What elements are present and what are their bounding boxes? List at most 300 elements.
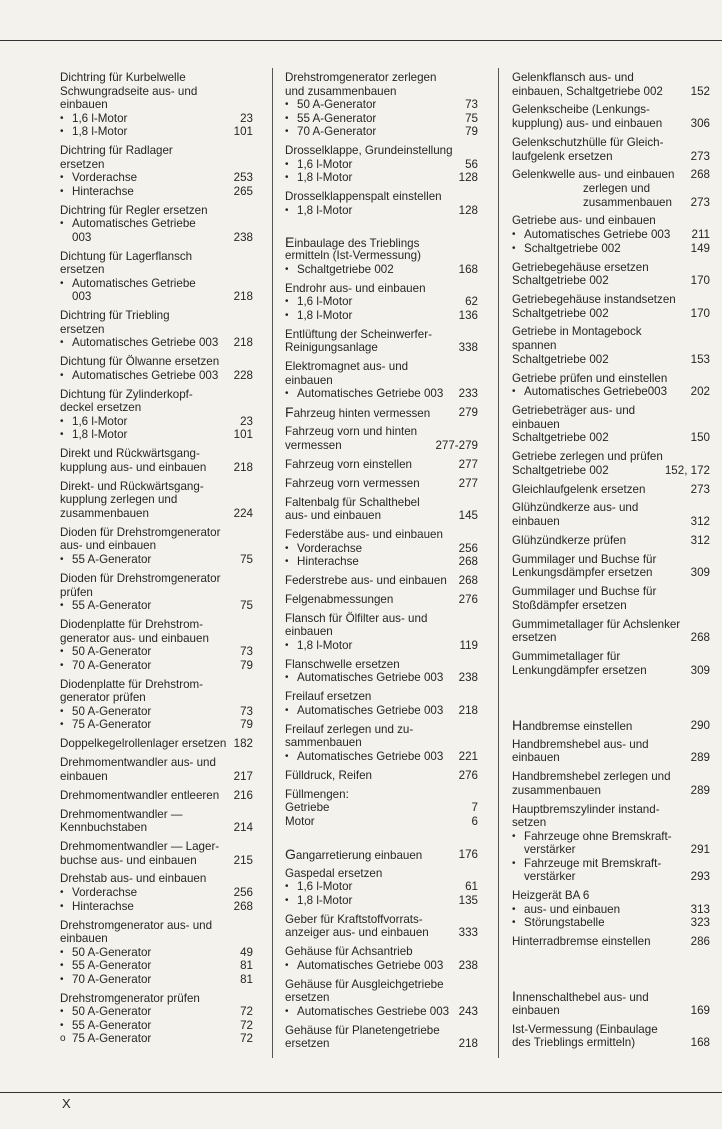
page-reference: 81: [240, 972, 253, 986]
entry-text: 55 A-Generator: [72, 599, 152, 613]
index-line: [512, 182, 710, 196]
index-subentry: [60, 428, 253, 442]
entry-text: 50 A-Generator: [297, 98, 377, 112]
index-subentry: [60, 415, 253, 429]
page-reference: 273: [690, 149, 710, 163]
index-line: [512, 870, 710, 884]
entry-text: Automatisches Getriebe003: [524, 385, 668, 399]
index-line: [285, 723, 478, 737]
index-entry: [512, 618, 710, 645]
index-line: [512, 85, 710, 99]
entry-text: Automatisches Getriebe 003: [72, 336, 219, 350]
page-reference: 333: [458, 926, 478, 940]
entry-text: Getriebe: [285, 801, 330, 815]
index-subentry: [60, 946, 253, 960]
index-line: [512, 534, 710, 548]
entry-text: 1,6 l-Motor: [297, 880, 353, 894]
page-reference: 306: [690, 117, 710, 131]
entry-text: Automatisches Gestriebe 003: [297, 1004, 450, 1018]
index-line: [285, 788, 478, 802]
index-column-3: [512, 71, 710, 1050]
bullet-icon: •: [285, 542, 289, 554]
entry-title: [285, 406, 430, 421]
entry-text: Schwungradseite aus- und: [60, 84, 198, 98]
entry-text: Freilauf ersetzen: [285, 690, 372, 704]
entry-text: 1,6 l-Motor: [297, 157, 353, 171]
index-line: [285, 1037, 478, 1051]
index-subentry: [285, 542, 478, 556]
index-line: [60, 290, 253, 304]
index-line: [60, 992, 253, 1006]
entry-text: ersetzen: [285, 1037, 330, 1051]
page-reference: 277: [458, 476, 478, 490]
index-line: [285, 574, 478, 588]
index-subentry: [285, 263, 478, 277]
page-reference: 289: [690, 751, 710, 765]
index-line: [285, 845, 478, 862]
index-entry: [60, 872, 253, 913]
index-line: [60, 840, 253, 854]
index-entry: [512, 483, 710, 497]
page-reference: 268: [458, 555, 478, 569]
bullet-icon: •: [285, 640, 289, 651]
index-entry: [285, 190, 478, 217]
index-subentry: [60, 659, 253, 673]
entry-text: Doppelkegelrollenlager ersetzen: [60, 737, 227, 751]
entry-text: Hinterachse: [72, 184, 134, 198]
entry-text: Dichtung für Zylinderkopf-: [60, 387, 193, 401]
index-line: [512, 618, 710, 632]
index-subentry: [285, 171, 478, 185]
page-reference: 268: [690, 168, 710, 182]
page-reference: 168: [690, 1036, 710, 1050]
entry-text: buchse aus- und einbauen: [60, 853, 197, 867]
index-entry: [285, 658, 478, 685]
bullet-icon: •: [285, 112, 289, 124]
index-line: [512, 1036, 710, 1050]
index-line: [512, 418, 710, 432]
entry-text: Getriebeträger aus- und: [512, 404, 636, 417]
page-reference: 101: [233, 125, 253, 139]
index-entry: [60, 144, 253, 198]
entry-text: spannen: [512, 339, 557, 353]
page-reference: 72: [240, 1005, 253, 1019]
entry-text: 1,8 l-Motor: [297, 639, 353, 652]
page-reference: 323: [690, 916, 710, 930]
page-reference: 211: [691, 228, 710, 242]
index-line: [60, 618, 253, 632]
page-reference: 268: [233, 899, 253, 913]
index-line: [60, 539, 253, 553]
entry-text: Freilauf zerlegen und zu-: [285, 722, 414, 736]
page-reference: 256: [233, 886, 253, 900]
bullet-icon: •: [285, 263, 289, 275]
entry-text: Gehäuse für Achsantrieb: [285, 945, 413, 959]
entry-text: Motor: [285, 814, 315, 828]
entry-text: aus- und einbauen: [60, 539, 157, 553]
index-line: [512, 515, 710, 529]
index-line: [285, 360, 478, 374]
index-entry: [512, 501, 710, 528]
page-reference: 128: [458, 171, 478, 185]
index-entry: [512, 168, 710, 209]
page-reference: 233: [458, 387, 478, 401]
page-reference: 291: [690, 843, 710, 857]
index-entry: [285, 71, 478, 139]
page-reference: 253: [233, 171, 253, 185]
page-reference: 217: [233, 769, 253, 783]
index-line: [285, 496, 478, 510]
index-entry: [285, 458, 478, 472]
entry-text: 50 A-Generator: [72, 645, 152, 659]
entry-text: Fülldruck, Reifen: [285, 768, 372, 782]
page-reference: 228: [233, 368, 253, 382]
index-line: [60, 919, 253, 933]
section-initial-letter: G: [285, 845, 296, 862]
index-line: [512, 214, 710, 228]
index-entry: [60, 919, 253, 987]
index-line: [512, 1004, 710, 1018]
entry-text: Glühzündkerze prüfen: [512, 533, 627, 547]
index-line: [60, 388, 253, 402]
bullet-icon: •: [60, 218, 64, 230]
index-entry: [285, 144, 478, 185]
page-reference: 6: [471, 814, 478, 828]
entry-text: 55 A-Generator: [297, 111, 377, 125]
page-reference: 23: [240, 111, 253, 125]
page-reference: 313: [690, 902, 710, 916]
index-line: [512, 501, 710, 515]
index-entry: [285, 769, 478, 783]
entry-text: generator prüfen: [60, 691, 146, 705]
entry-text: Endrohr aus- und einbauen: [285, 281, 426, 295]
entry-text: zusammenbauen: [60, 506, 149, 520]
index-line: [285, 71, 478, 85]
page-reference: 176: [458, 847, 478, 861]
page-reference: 238: [233, 230, 253, 244]
entry-text: Gelenkscheibe (Lenkungs-: [512, 103, 650, 117]
page-reference: 72: [240, 1018, 253, 1032]
page-reference: 23: [240, 414, 253, 428]
index-entry: [60, 480, 253, 521]
index-entry: [60, 526, 253, 567]
page-reference: 238: [458, 671, 478, 685]
page-reference: 256: [458, 541, 478, 555]
index-subentry: [285, 158, 478, 172]
bullet-icon: •: [60, 112, 64, 124]
index-line: [60, 204, 253, 218]
bullet-icon: •: [60, 719, 64, 731]
index-line: [285, 509, 478, 523]
index-entry: [512, 450, 710, 477]
entry-text: Flansch für Ölfilter aus- und: [285, 611, 428, 625]
entry-text: Gummilager und Buchse für: [512, 585, 657, 599]
bullet-icon: •: [60, 415, 64, 427]
section-initial-letter: I: [512, 988, 516, 1005]
page-reference: 72: [240, 1032, 253, 1046]
index-entry: [285, 406, 478, 420]
entry-text: 003: [72, 230, 92, 244]
index-entry: [512, 534, 710, 548]
bullet-icon: •: [512, 857, 516, 869]
entry-text: einbauen: [60, 98, 108, 112]
index-entry: [285, 233, 478, 277]
index-line: [60, 586, 253, 600]
index-subentry: [60, 599, 253, 613]
bullet-icon: •: [512, 386, 516, 398]
index-line: [285, 867, 478, 881]
entry-text: Drehmomentwandler — Lager-: [60, 839, 220, 853]
entry-text: Dichtung für Ölwanne ersetzen: [60, 355, 220, 369]
entry-text: Dichtring für Regler ersetzen: [60, 203, 208, 217]
index-subentry: [285, 125, 478, 139]
index-entry: [285, 528, 478, 569]
index-entry: [285, 360, 478, 401]
index-entry: [285, 593, 478, 607]
index-line: [512, 71, 710, 85]
bullet-icon: •: [60, 126, 64, 138]
entry-text: Entlüftung der Scheinwerfer-: [285, 327, 432, 341]
entry-text: Automatisches Getriebe: [72, 276, 196, 290]
top-rule: [0, 40, 722, 41]
index-line: [285, 477, 478, 491]
index-line: [285, 341, 478, 355]
index-subentry: [285, 555, 478, 569]
entry-text: Automatisches Getriebe 003: [72, 368, 219, 382]
entry-text: Diodenplatte für Drehstrom-: [60, 677, 204, 691]
entry-title: [512, 716, 633, 734]
index-line: [60, 678, 253, 692]
index-subentry: [285, 750, 478, 764]
entry-text: Vorderachse: [72, 171, 138, 185]
page-reference: 293: [690, 870, 710, 884]
entry-text: Getriebe in Montagebock: [512, 325, 642, 339]
entry-text: 003: [72, 290, 92, 304]
entry-text: nnenschalthebel aus- und: [515, 991, 649, 1005]
page-reference: 312: [690, 533, 710, 547]
page-reference: 214: [233, 821, 253, 835]
page-reference: 73: [465, 98, 478, 112]
page-reference: 218: [458, 703, 478, 717]
entry-text: Automatisches Getriebe 003: [297, 387, 444, 401]
entry-text: Drehmomentwandler entleeren: [60, 788, 220, 802]
entry-title: [512, 990, 649, 1005]
index-entry: [512, 716, 710, 733]
bullet-icon: •: [60, 1019, 64, 1031]
index-line: [285, 736, 478, 750]
index-entry: [512, 738, 710, 765]
index-entry: [285, 328, 478, 355]
page-reference: 221: [458, 750, 478, 763]
index-line: [285, 458, 478, 472]
index-subentry: [512, 916, 710, 930]
entry-text: 55 A-Generator: [72, 959, 152, 973]
bullet-icon: •: [285, 1005, 289, 1017]
entry-text: Getriebegehäuse instandsetzen: [512, 293, 676, 306]
entry-text: einbauen: [512, 751, 560, 765]
bullet-icon: •: [512, 903, 516, 915]
index-entry: [285, 723, 478, 764]
index-column-1: [60, 71, 253, 1046]
index-subentry: [285, 639, 478, 653]
entry-text: Schaltgetriebe 002: [512, 274, 609, 288]
page-reference: 279: [458, 406, 478, 420]
entry-text: einbauen: [60, 932, 108, 946]
index-line: [512, 325, 710, 339]
index-line: [512, 553, 710, 567]
index-entry: [60, 388, 253, 442]
index-line: [512, 738, 710, 752]
index-entry: [512, 293, 710, 320]
index-subentry: [285, 387, 478, 401]
bullet-icon: •: [60, 1006, 64, 1018]
entry-text: Fahrzeuge ohne Bremskraft-: [524, 829, 672, 843]
entry-text: 70 A-Generator: [72, 972, 152, 986]
bullet-icon: •: [60, 600, 64, 612]
bullet-icon: •: [512, 830, 516, 842]
entry-text: Gummimetallager für Achslenker: [512, 617, 681, 631]
page-reference: 276: [458, 592, 478, 606]
entry-text: Geber für Kraftstoffvorrats-: [285, 912, 423, 926]
index-entry: [512, 136, 710, 163]
page-reference: 309: [690, 663, 710, 677]
page-reference: 152: [690, 84, 710, 98]
index-entry: [60, 355, 253, 382]
page-number: X: [62, 1096, 71, 1111]
index-entry: [512, 372, 710, 399]
index-line: [512, 631, 710, 645]
index-line: [512, 196, 710, 210]
entry-text: Fahrzeug vorn vermessen: [285, 476, 420, 490]
entry-text: einbauen, Schaltgetriebe 002: [512, 84, 663, 98]
index-line: [512, 136, 710, 150]
index-subentry: [285, 894, 478, 908]
index-line: [285, 926, 478, 940]
entry-text: Getriebegehäuse ersetzen: [512, 260, 649, 274]
index-subentry: [60, 277, 253, 291]
entry-title: [285, 233, 420, 251]
index-entry: [285, 496, 478, 523]
entry-text: 70 A-Generator: [297, 125, 377, 139]
page-reference: 145: [458, 509, 478, 523]
entry-text: Gehäuse für Planetengetriebe: [285, 1023, 440, 1037]
entry-text: zerlegen und: [583, 182, 651, 195]
index-entry: [60, 992, 253, 1046]
bullet-icon: •: [60, 659, 64, 671]
entry-text: Handbremshebel aus- und: [512, 737, 649, 751]
entry-text: Drehstromgenerator zerlegen: [285, 71, 437, 84]
bullet-icon: •: [285, 99, 289, 111]
index-line: [512, 585, 710, 599]
index-entry: [512, 71, 710, 98]
index-entry: [512, 650, 710, 677]
index-line: [285, 815, 478, 829]
index-line: [60, 323, 253, 337]
bullet-icon: •: [512, 242, 516, 254]
bullet-icon: •: [285, 158, 289, 170]
entry-text: Getriebe zerlegen und prüfen: [512, 450, 663, 464]
bullet-icon: •: [60, 960, 64, 972]
entry-text: Lenkungsdämpfer ersetzen: [512, 566, 653, 580]
bullet-icon: •: [512, 917, 516, 929]
entry-text: kupplung aus- und einbauen: [60, 460, 207, 474]
index-subentry: [60, 1019, 253, 1033]
page-reference: 168: [458, 262, 478, 276]
entry-text: 1,8 l-Motor: [72, 125, 128, 139]
entry-text: und zusammenbauen: [285, 84, 397, 98]
entry-text: Vorderachse: [72, 886, 138, 900]
index-subentry: [60, 171, 253, 185]
index-line: [512, 353, 710, 367]
index-line: [60, 263, 253, 277]
index-subentry: [60, 900, 253, 914]
index-entry: [285, 1024, 478, 1051]
entry-text: Dioden für Drehstromgenerator: [60, 525, 221, 539]
entry-text: Schaltgetriebe 002: [512, 306, 609, 320]
entry-text: sammenbauen: [285, 736, 362, 750]
entry-text: inbaulage des Trieblings: [294, 236, 420, 250]
page-reference: 61: [465, 880, 478, 894]
entry-text: kupplung) aus- und einbauen: [512, 117, 663, 131]
entry-text: Direkt- und Rückwärtsgang-: [60, 479, 204, 493]
index-line: [512, 404, 710, 418]
page-reference: 135: [458, 893, 478, 907]
bullet-icon: •: [512, 229, 516, 241]
entry-text: einbauen: [285, 625, 333, 639]
index-line: [60, 144, 253, 158]
index-line: [512, 431, 710, 445]
index-entry: [512, 770, 710, 797]
entry-text: Lenkungdämpfer ersetzen: [512, 663, 647, 677]
index-entry: [285, 867, 478, 908]
entry-text: Reinigungsanlage: [285, 341, 378, 355]
bullet-icon: o: [60, 1033, 66, 1045]
index-line: [60, 932, 253, 946]
index-line: [60, 789, 253, 803]
entry-text: Felgenabmessungen: [285, 592, 394, 606]
index-entry: [512, 990, 710, 1017]
index-line: [285, 528, 478, 542]
entry-text: verstärker: [524, 843, 576, 857]
index-entry: [285, 788, 478, 829]
bullet-icon: •: [60, 554, 64, 566]
entry-text: Drosselklappe, Grundeinstellung: [285, 144, 453, 158]
entry-text: Schaltgetriebe 002: [512, 463, 609, 477]
index-line: [285, 991, 478, 1005]
index-entry: [285, 282, 478, 323]
page-reference: 276: [458, 768, 478, 782]
index-line: [60, 507, 253, 521]
index-entry: [285, 845, 478, 862]
entry-text: Vorderachse: [297, 541, 363, 555]
page-reference: 277: [458, 457, 478, 471]
entry-text: 55 A-Generator: [72, 553, 152, 567]
index-line: [512, 274, 710, 288]
entry-text: Automatisches Getriebe 003: [524, 228, 671, 242]
index-subentry: [60, 369, 253, 383]
entry-text: aus- und einbauen: [524, 902, 621, 916]
index-line: [512, 751, 710, 765]
entry-text: Gummimetallager für: [512, 650, 621, 664]
index-line: [512, 150, 710, 164]
index-subentry: [512, 903, 710, 917]
index-entry: [512, 585, 710, 612]
entry-text: Faltenbalg für Schalthebel: [285, 495, 420, 509]
entry-text: Dioden für Drehstromgenerator: [60, 571, 221, 585]
page-reference: 202: [690, 385, 710, 399]
index-line: [512, 599, 710, 613]
index-subentry: [60, 553, 253, 567]
